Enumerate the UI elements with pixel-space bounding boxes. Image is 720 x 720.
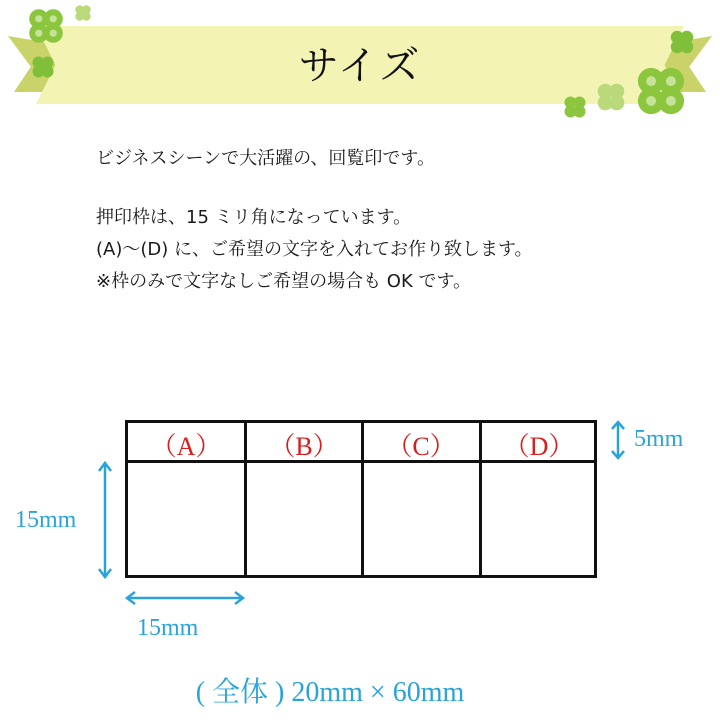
header-height-label: 5mm (634, 426, 684, 452)
cell-height-label: 15mm (15, 507, 77, 533)
cell-label-a: （A） (150, 432, 222, 461)
description-line: 押印枠は、15 ミリ角になっています。 (96, 207, 412, 228)
page-title: サイズ (298, 44, 422, 88)
four-leaf-clover-icon (72, 2, 94, 24)
description-line: (A)〜(D) に、ご希望の文字を入れてお作り致します。 (96, 239, 533, 260)
cell-label-d: （D） (503, 432, 575, 461)
four-leaf-clover-icon (666, 26, 698, 58)
arrow-vertical-icon (608, 419, 628, 461)
four-leaf-clover-icon (560, 92, 590, 122)
description-line: ビジネスシーンで大活躍の、回覧印です。 (96, 148, 435, 169)
four-leaf-clover-icon (628, 58, 694, 124)
cell-width-label: 15mm (137, 615, 199, 641)
total-size-label: ( 全体 ) 20mm × 60mm (195, 677, 465, 708)
arrow-horizontal-icon (124, 588, 246, 608)
description-line: ※枠のみで文字なしご希望の場合も OK です。 (96, 271, 472, 292)
arrow-vertical-icon (95, 460, 115, 580)
four-leaf-clover-icon (22, 2, 70, 50)
cell-label-c: （C） (386, 432, 456, 461)
four-leaf-clover-icon (592, 78, 630, 116)
four-leaf-clover-icon (28, 52, 58, 82)
stamp-frame (125, 420, 597, 578)
cell-label-b: （B） (269, 432, 339, 461)
